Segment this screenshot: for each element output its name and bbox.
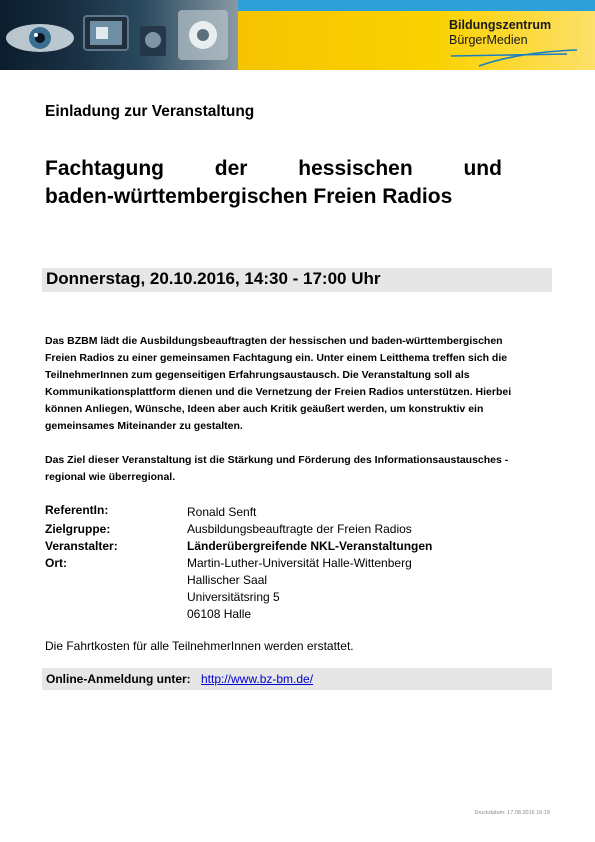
logo-line-1: Bildungszentrum <box>449 18 552 32</box>
ort-label: Ort: <box>45 556 67 570</box>
invitation-heading: Einladung zur Veranstaltung <box>45 103 255 120</box>
logo-line-2: BürgerMedien <box>449 33 528 47</box>
ort-line: Universitätsring 5 <box>187 590 280 604</box>
paragraph-line: können Anliegen, Wünsche, Ideen aber auch Kritik geäußert werden, um konstruktiv ein <box>45 403 484 415</box>
ort-line: Hallischer Saal <box>187 573 268 587</box>
logo-swoosh-icon <box>449 48 579 68</box>
title-word: hessischen <box>298 157 413 180</box>
paragraph-line: Freien Radios zu einer gemeinsamen Fachtagung ein. Unter einem Leitthema treffen sich die <box>45 352 508 364</box>
event-title-line-1 <box>45 155 502 183</box>
header-blue-strip <box>238 0 595 11</box>
registration-link[interactable]: http://www.bz-bm.de/ <box>201 672 314 686</box>
paragraph-line: regional wie überregional. <box>45 471 176 483</box>
print-date: Druckdatum: 17.08.2016 16:19 <box>474 810 550 816</box>
online-registration-bar <box>42 668 552 690</box>
zielgruppe-value: Ausbildungsbeauftragte der Freien Radios <box>187 522 412 536</box>
online-registration-label: Online-Anmeldung unter: <box>46 672 191 686</box>
referent-label: ReferentIn: <box>45 503 109 517</box>
title-word: Fachtagung <box>45 157 164 180</box>
header-photo <box>0 0 238 70</box>
veranstalter-label: Veranstalter: <box>45 539 118 553</box>
zielgruppe-label: Zielgruppe: <box>45 522 111 536</box>
header-photo-graphic <box>0 0 238 70</box>
event-date: Donnerstag, 20.10.2016, 14:30 - 17:00 Uhr <box>46 269 381 288</box>
title-word: der <box>214 157 248 180</box>
paragraph-line: Das BZBM lädt die Ausbildungsbeauftragten der hessischen und baden-württembergischen <box>45 335 503 347</box>
referent-value: Ronald Senft <box>187 505 257 519</box>
event-date-bar <box>42 268 552 292</box>
bzbm-logo <box>449 18 579 68</box>
title-word: und <box>463 157 502 180</box>
header-banner <box>0 0 595 70</box>
travel-cost-note: Die Fahrtkosten für alle TeilnehmerInnen werden erstattet. <box>45 639 354 653</box>
paragraph-line: Das Ziel dieser Veranstaltung ist die Stärkung und Förderung des Informationsaustausches - <box>45 454 509 466</box>
event-title <box>45 155 502 211</box>
paragraph-line: TeilnehmerInnen zum gegenseitigen Erfahrungsaustausch. Die Veranstaltung soll als <box>45 369 470 381</box>
event-title-line-2: baden-württembergischen Freien Radios <box>45 185 453 208</box>
ort-line: 06108 Halle <box>187 607 252 621</box>
veranstalter-value: Länderübergreifende NKL-Veranstaltungen <box>187 539 433 553</box>
description-paragraph <box>45 333 552 435</box>
goal-paragraph <box>45 452 552 486</box>
ort-line: Martin-Luther-Universität Halle-Wittenberg <box>187 556 412 570</box>
paragraph-line: gemeinsames Miteinander zu gestalten. <box>45 420 243 432</box>
paragraph-line: Kommunikationsplattform dienen und die Vernetzung der Freien Radios unterstützen. Hierbei <box>45 386 512 398</box>
